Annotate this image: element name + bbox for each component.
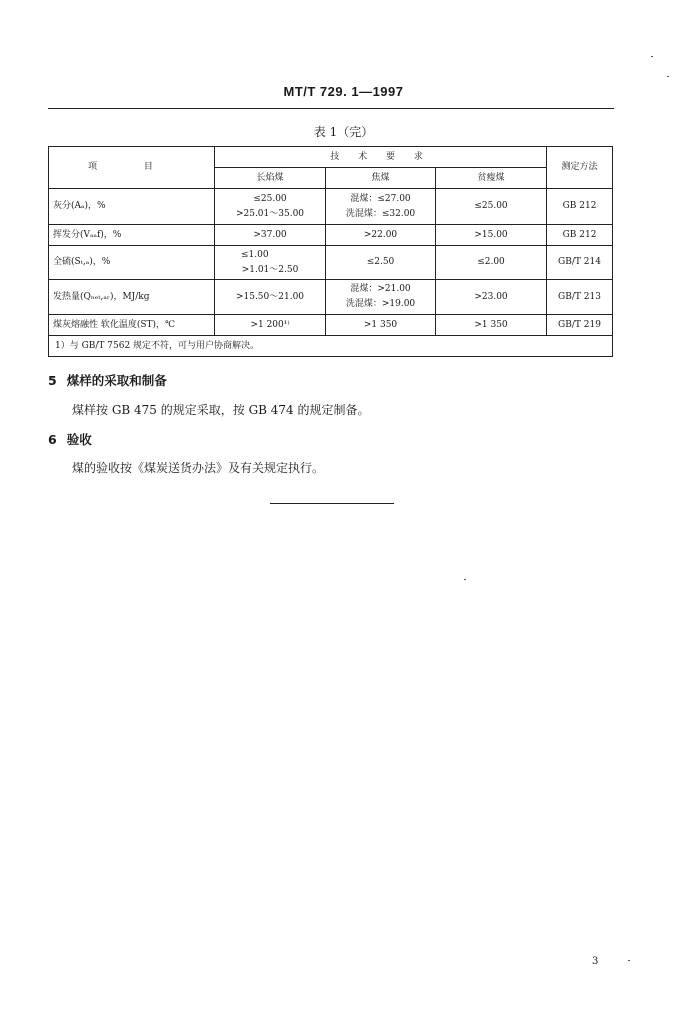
item-cell: 灰分(Aₐ)，% xyxy=(49,189,215,225)
cell-line: 混煤：>21.00 xyxy=(350,284,411,294)
value-cell: >15.50～21.00 xyxy=(215,280,326,315)
coal-type-header: 焦煤 xyxy=(326,168,436,189)
scan-speck xyxy=(464,579,466,580)
item-cell: 挥发分(Vₐₐf)，% xyxy=(49,225,215,246)
section-heading xyxy=(48,371,167,389)
section-paragraph: 煤样按 GB 475 的规定采取，按 GB 474 的规定制备。 xyxy=(72,403,370,417)
cell-line: >25.01～35.00 xyxy=(235,208,305,219)
table-row xyxy=(49,246,613,280)
scan-speck xyxy=(628,960,630,961)
value-cell: >22.00 xyxy=(326,225,436,246)
value-cell: ≤25.00 xyxy=(436,189,547,225)
value-cell xyxy=(215,189,326,225)
section-number: 5 xyxy=(48,373,57,388)
scan-speck xyxy=(651,56,653,57)
method-cell: GB/T 213 xyxy=(547,280,613,315)
item-header: 项 目 xyxy=(49,147,215,189)
value-cell: >37.00 xyxy=(215,225,326,246)
item-cell: 煤灰熔融性 软化温度(ST)，℃ xyxy=(49,315,215,336)
value-cell: >1 350 xyxy=(326,315,436,336)
value-cell: >23.00 xyxy=(436,280,547,315)
table-row xyxy=(49,189,613,225)
end-rule xyxy=(270,503,394,504)
value-cell: ≤2.00 xyxy=(436,246,547,280)
cell-line: ≤25.00 xyxy=(253,193,287,204)
coal-type-header: 长焰煤 xyxy=(215,168,326,189)
method-header: 测定方法 xyxy=(547,147,613,189)
value-cell: ≤2.50 xyxy=(326,246,436,280)
method-cell: GB 212 xyxy=(547,189,613,225)
section-number: 6 xyxy=(48,432,57,447)
section-paragraph: 煤的验收按《煤炭送货办法》及有关规定执行。 xyxy=(72,461,325,475)
table-footnote: 1）与 GB/T 7562 规定不符，可与用户协商解决。 xyxy=(49,336,613,357)
value-cell xyxy=(326,189,436,225)
table-title: 表 1（完） xyxy=(313,125,374,139)
value-cell: >15.00 xyxy=(436,225,547,246)
table-row xyxy=(49,225,613,246)
method-cell: GB/T 219 xyxy=(547,315,613,336)
cell-line: ≤1.00 xyxy=(241,249,269,260)
table-row xyxy=(49,315,613,336)
coal-type-header: 贫瘦煤 xyxy=(436,168,547,189)
cell-line: >1.01～2.50 xyxy=(241,264,299,275)
item-cell: 全硫(Sₜ,ₐ)，% xyxy=(49,246,215,280)
value-cell xyxy=(215,246,326,280)
value-cell: >1 200¹⁾ xyxy=(215,315,326,336)
cell-line: 洗混煤：>19.00 xyxy=(345,299,416,309)
section-title: 煤样的采取和制备 xyxy=(66,373,167,388)
spec-table xyxy=(48,146,613,357)
page-number: 3 xyxy=(592,956,599,967)
footnote-row xyxy=(49,336,613,357)
method-cell: GB/T 214 xyxy=(547,246,613,280)
requirements-header: 技 术 要 求 xyxy=(215,147,547,168)
cell-line: 混煤：≤27.00 xyxy=(350,193,411,204)
item-cell: 发热量(Qₙₑₜ,ₐᵣ)，MJ/kg xyxy=(49,280,215,315)
method-cell: GB 212 xyxy=(547,225,613,246)
section-title: 验收 xyxy=(66,432,92,447)
value-cell: >1 350 xyxy=(436,315,547,336)
cell-line: 洗混煤：≤32.00 xyxy=(345,208,416,219)
table-row xyxy=(49,280,613,315)
section-heading xyxy=(48,430,92,448)
scan-speck xyxy=(667,76,669,77)
value-cell xyxy=(326,280,436,315)
header-rule xyxy=(48,108,614,109)
standard-code: MT/T 729. 1—1997 xyxy=(283,84,404,99)
